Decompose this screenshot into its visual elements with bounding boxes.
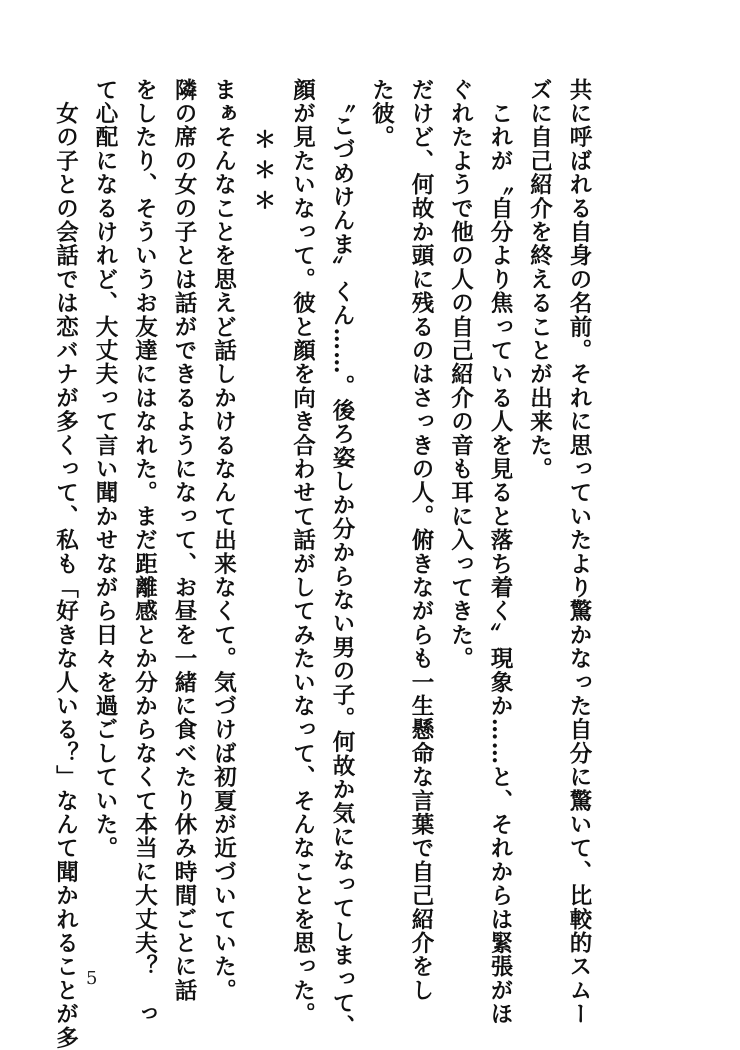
- text-line: だけど、何故か頭に残るのはさっきの人。俯きながらも一生懸命な言葉で自己紹介をし: [408, 78, 434, 1003]
- vertical-text-body: [52, 78, 598, 1050]
- text-line: 隣の席の女の子とは話ができるようになって、お昼を一緒に食べたり休み時間ごとに話: [171, 78, 197, 1003]
- text-line: 女の子との会話では恋バナが多くって、私も「好きな人いる？」なんて聞かれることが多: [52, 78, 79, 1050]
- text-line: 顔が見たいなって。彼と顔を向き合わせて話がしてみたいなって、そんなことを思った。: [289, 78, 316, 1026]
- text-line: これが〝自分より焦っている人を見ると落ち着く〟現象か……と、それからは緊張がほ: [487, 78, 513, 1026]
- text-line: をしたり、そういうお友達にはなれた。まだ距離感とか分からなくて本当に大丈夫？ っ: [131, 78, 158, 1026]
- scene-separator: ＊＊＊: [250, 127, 276, 219]
- text-line: ズに自己紹介を終えることが出来た。: [526, 78, 553, 481]
- text-line: 〝こづめけんま〟くん……。後ろ姿しか分からない男の子。何故か気になってしまって、: [329, 78, 355, 1039]
- text-line: て心配になるけれど、大丈夫って言い聞かせながら日々を過ごしていた。: [92, 78, 118, 861]
- text-line: ぐれたようで他の人の自己紹介の音も耳に入ってきた。: [447, 78, 474, 671]
- text-line: 共に呼ばれる自身の名前。それに思っていたより驚かなった自分に驚いて、比較的スムー: [566, 78, 592, 1026]
- text-line: た彼。: [368, 78, 395, 150]
- text-line: まぁそんなことを思えど話しかけるなんて出来なくて。気づけば初夏が近づいていた。: [210, 78, 237, 1003]
- page-number: 5: [86, 968, 98, 989]
